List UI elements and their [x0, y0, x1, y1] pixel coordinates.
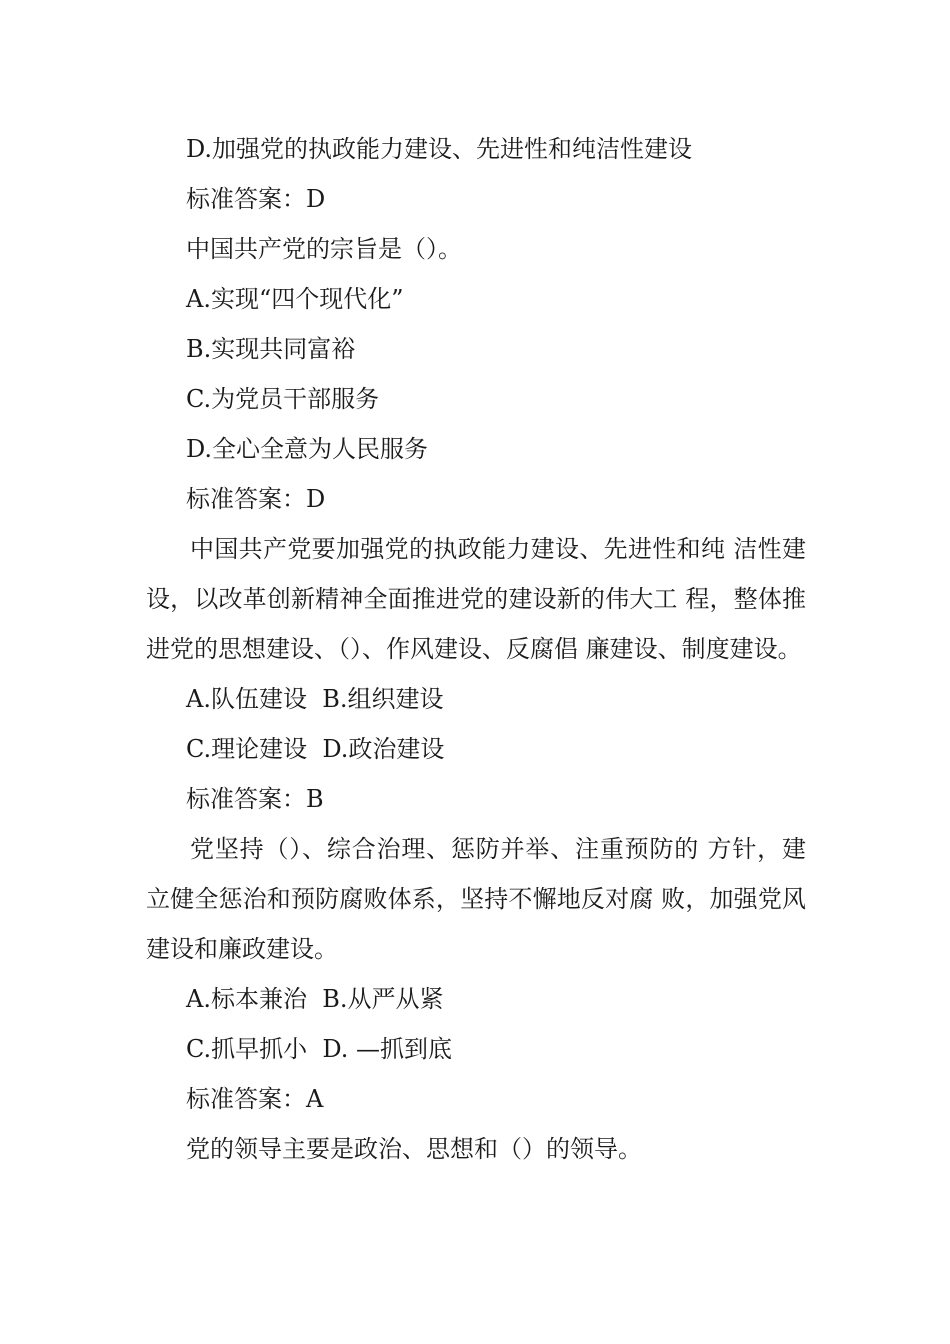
q4-question: 党的领导主要是政治、思想和（）的领导。: [186, 1135, 642, 1163]
q0-option-d: D.加强党的执政能力建设、先进性和纯洁性建设: [186, 135, 693, 163]
q3-question: 党坚持（）、综合治理、惩防并举、注重预防的 方针，建立健全惩治和预防腐败体系，坚持不懈地反对腐 败，加强党风建设和廉政建设。: [146, 835, 806, 963]
q2-options-cd: C.理论建设 D.政治建设: [186, 735, 445, 763]
q2-answer: 标准答案：B: [186, 785, 324, 813]
q1-option-a: A.实现“四个现代化”: [186, 285, 404, 313]
q1-question: 中国共产党的宗旨是（）。: [186, 235, 462, 263]
q1-option-d: D.全心全意为人民服务: [186, 435, 429, 463]
q2-question: 中国共产党要加强党的执政能力建设、先进性和纯 洁性建设，以改革创新精神全面推进党的建设新的伟大工 程，整体推进党的思想建设、（）、作风建设、反腐倡 廉建设、制度建设。: [146, 535, 806, 663]
q3-options-cd: C.抓早抓小 D. —抓到底: [186, 1035, 453, 1063]
q1-option-b: B.实现共同富裕: [186, 335, 356, 363]
q3-answer: 标准答案：A: [186, 1085, 324, 1113]
q1-answer: 标准答案：D: [186, 485, 326, 513]
q3-options-ab: A.标本兼治 B.从严从紧: [186, 985, 444, 1013]
document-body: [146, 124, 836, 1174]
q1-option-c: C.为党员干部服务: [186, 385, 380, 413]
q2-options-ab: A.队伍建设 B.组织建设: [186, 685, 444, 713]
q0-answer: 标准答案：D: [186, 185, 326, 213]
